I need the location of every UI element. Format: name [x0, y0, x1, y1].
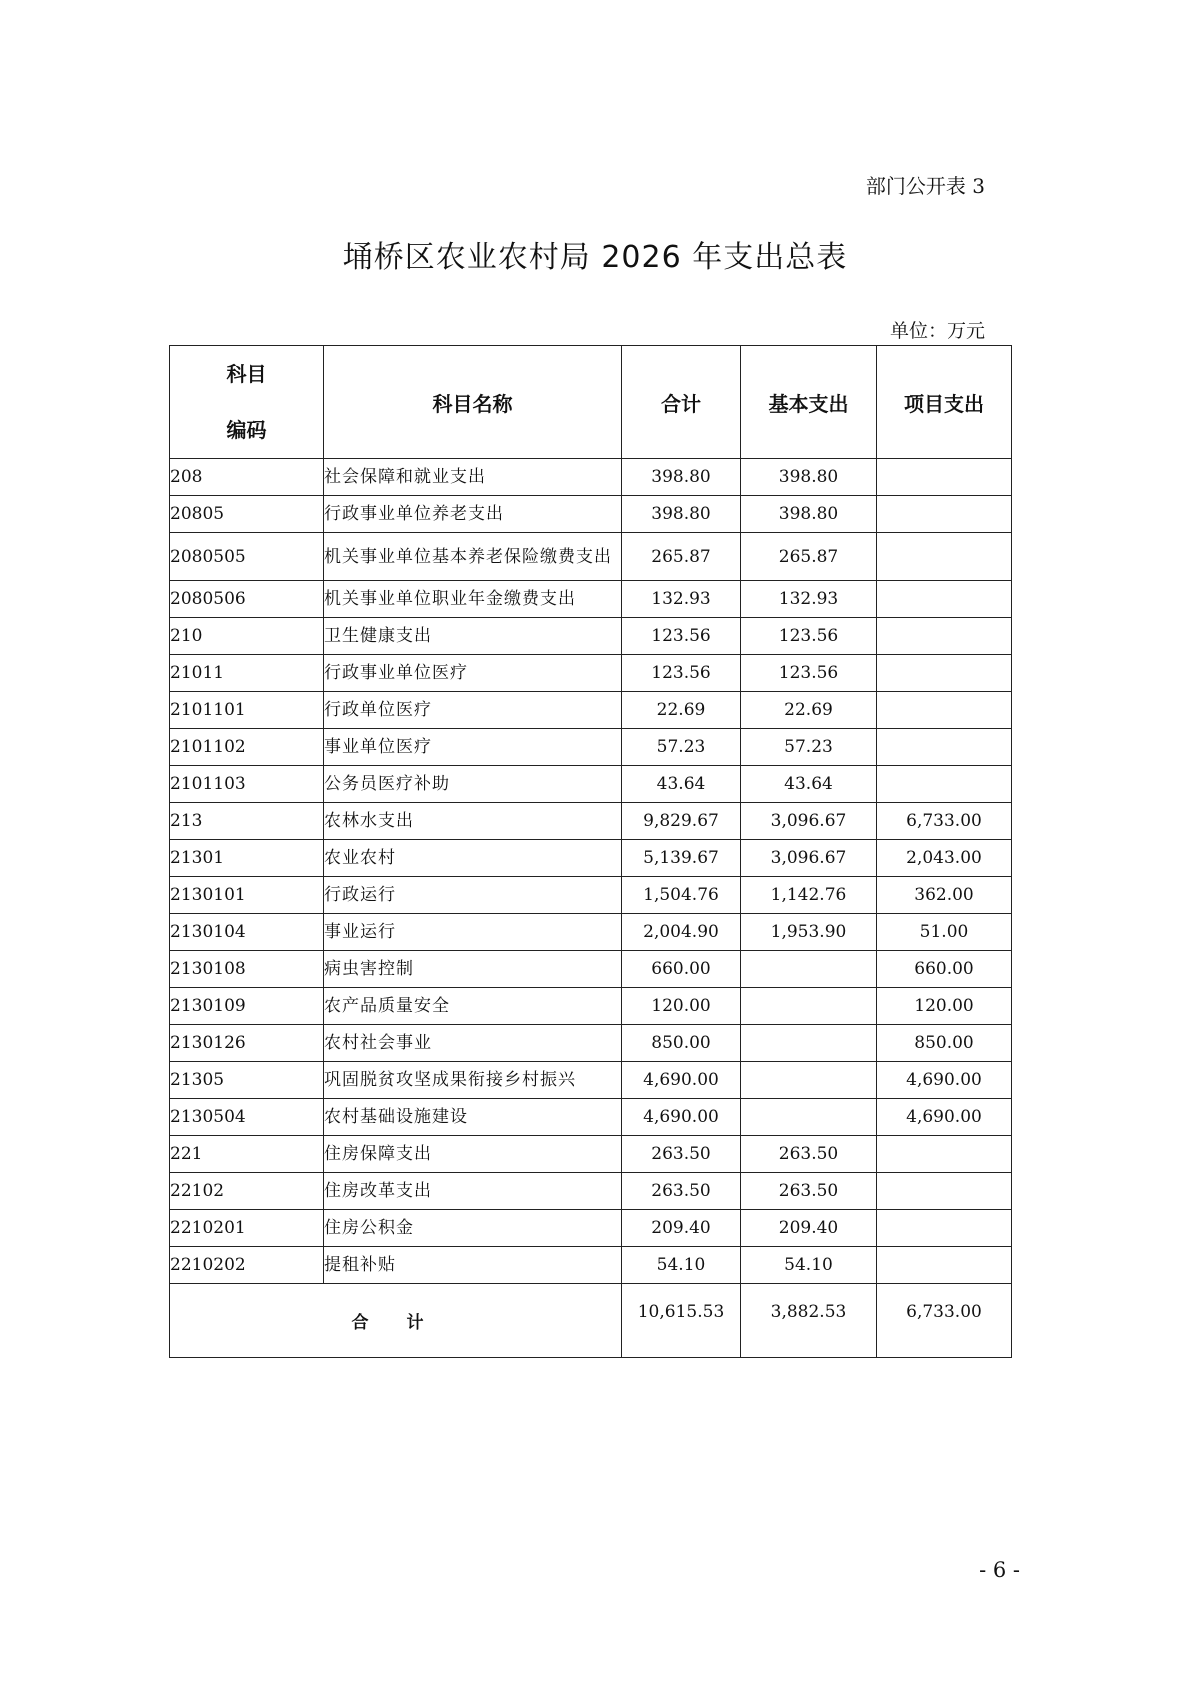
total-basic: 3,882.53	[741, 1284, 877, 1358]
name-cell: 农村社会事业	[324, 1025, 622, 1062]
code-cell: 221	[170, 1136, 324, 1173]
project-cell: 4,690.00	[877, 1099, 1012, 1136]
name-cell: 农业农村	[324, 840, 622, 877]
total-sum: 10,615.53	[622, 1284, 741, 1358]
header-total: 合计	[622, 346, 741, 459]
project-cell	[877, 1136, 1012, 1173]
total-cell: 22.69	[622, 692, 741, 729]
name-cell: 住房保障支出	[324, 1136, 622, 1173]
total-cell: 4,690.00	[622, 1099, 741, 1136]
table-body	[170, 459, 1012, 1284]
total-cell: 5,139.67	[622, 840, 741, 877]
total-cell: 265.87	[622, 533, 741, 581]
code-cell: 2130104	[170, 914, 324, 951]
basic-cell: 263.50	[741, 1173, 877, 1210]
table-row	[170, 1099, 1012, 1136]
basic-cell: 22.69	[741, 692, 877, 729]
total-cell: 9,829.67	[622, 803, 741, 840]
code-cell: 2130126	[170, 1025, 324, 1062]
code-cell: 20805	[170, 496, 324, 533]
project-cell	[877, 1173, 1012, 1210]
page-number: - 6 -	[979, 1558, 1020, 1582]
table-row	[170, 729, 1012, 766]
table-row	[170, 1247, 1012, 1284]
total-cell: 398.80	[622, 459, 741, 496]
project-cell: 120.00	[877, 988, 1012, 1025]
name-cell: 机关事业单位职业年金缴费支出	[324, 581, 622, 618]
code-cell: 2101101	[170, 692, 324, 729]
header-name: 科目名称	[324, 346, 622, 459]
name-cell: 行政单位医疗	[324, 692, 622, 729]
basic-cell: 209.40	[741, 1210, 877, 1247]
total-cell: 123.56	[622, 618, 741, 655]
project-cell	[877, 692, 1012, 729]
name-cell: 农林水支出	[324, 803, 622, 840]
basic-cell: 57.23	[741, 729, 877, 766]
total-cell: 43.64	[622, 766, 741, 803]
total-cell: 660.00	[622, 951, 741, 988]
basic-cell: 1,142.76	[741, 877, 877, 914]
project-cell	[877, 533, 1012, 581]
table-row	[170, 951, 1012, 988]
total-cell: 1,504.76	[622, 877, 741, 914]
name-cell: 农产品质量安全	[324, 988, 622, 1025]
code-cell: 2101103	[170, 766, 324, 803]
total-cell: 123.56	[622, 655, 741, 692]
total-cell: 54.10	[622, 1247, 741, 1284]
header-basic: 基本支出	[741, 346, 877, 459]
table-row	[170, 840, 1012, 877]
header-code-line2: 编码	[226, 418, 267, 442]
code-cell: 213	[170, 803, 324, 840]
code-cell: 2130504	[170, 1099, 324, 1136]
basic-cell: 398.80	[741, 459, 877, 496]
project-cell: 4,690.00	[877, 1062, 1012, 1099]
table-row	[170, 877, 1012, 914]
basic-cell: 3,096.67	[741, 840, 877, 877]
name-cell: 行政事业单位医疗	[324, 655, 622, 692]
project-cell	[877, 729, 1012, 766]
code-cell: 2210201	[170, 1210, 324, 1247]
total-cell: 57.23	[622, 729, 741, 766]
name-cell: 公务员医疗补助	[324, 766, 622, 803]
project-cell: 51.00	[877, 914, 1012, 951]
code-cell: 21011	[170, 655, 324, 692]
code-cell: 21305	[170, 1062, 324, 1099]
table-row	[170, 1136, 1012, 1173]
project-cell	[877, 1247, 1012, 1284]
table-row	[170, 459, 1012, 496]
table-row	[170, 655, 1012, 692]
name-cell: 农村基础设施建设	[324, 1099, 622, 1136]
project-cell: 660.00	[877, 951, 1012, 988]
basic-cell: 43.64	[741, 766, 877, 803]
total-cell: 850.00	[622, 1025, 741, 1062]
basic-cell	[741, 1062, 877, 1099]
page-title: 埇桥区农业农村局 2026 年支出总表	[342, 240, 848, 275]
name-cell: 病虫害控制	[324, 951, 622, 988]
project-cell	[877, 766, 1012, 803]
name-cell: 社会保障和就业支出	[324, 459, 622, 496]
total-cell: 209.40	[622, 1210, 741, 1247]
basic-cell: 263.50	[741, 1136, 877, 1173]
basic-cell	[741, 988, 877, 1025]
project-cell	[877, 1210, 1012, 1247]
total-cell: 263.50	[622, 1173, 741, 1210]
code-cell: 2130108	[170, 951, 324, 988]
code-cell: 210	[170, 618, 324, 655]
table-row	[170, 1210, 1012, 1247]
basic-cell: 3,096.67	[741, 803, 877, 840]
table-row	[170, 1062, 1012, 1099]
total-cell: 4,690.00	[622, 1062, 741, 1099]
total-project: 6,733.00	[877, 1284, 1012, 1358]
table-row	[170, 803, 1012, 840]
project-cell: 362.00	[877, 877, 1012, 914]
project-cell	[877, 496, 1012, 533]
total-cell: 398.80	[622, 496, 741, 533]
name-cell: 行政运行	[324, 877, 622, 914]
total-cell: 263.50	[622, 1136, 741, 1173]
code-cell: 22102	[170, 1173, 324, 1210]
total-cell: 120.00	[622, 988, 741, 1025]
table-row	[170, 618, 1012, 655]
project-cell	[877, 655, 1012, 692]
name-cell: 提租补贴	[324, 1247, 622, 1284]
code-cell: 2080506	[170, 581, 324, 618]
basic-cell: 123.56	[741, 655, 877, 692]
basic-cell: 132.93	[741, 581, 877, 618]
basic-cell: 123.56	[741, 618, 877, 655]
code-cell: 21301	[170, 840, 324, 877]
table-row	[170, 1173, 1012, 1210]
code-cell: 2130109	[170, 988, 324, 1025]
header-project: 项目支出	[877, 346, 1012, 459]
project-cell	[877, 459, 1012, 496]
table-row	[170, 581, 1012, 618]
header-code	[170, 346, 324, 459]
table-row	[170, 496, 1012, 533]
basic-cell: 398.80	[741, 496, 877, 533]
project-cell: 850.00	[877, 1025, 1012, 1062]
code-cell: 2130101	[170, 877, 324, 914]
basic-cell: 265.87	[741, 533, 877, 581]
total-cell: 132.93	[622, 581, 741, 618]
code-cell: 2210202	[170, 1247, 324, 1284]
total-row	[170, 1284, 1012, 1358]
name-cell: 巩固脱贫攻坚成果衔接乡村振兴	[324, 1062, 622, 1099]
basic-cell	[741, 1025, 877, 1062]
code-cell: 2080505	[170, 533, 324, 581]
table-row	[170, 1025, 1012, 1062]
total-label: 合 计	[170, 1284, 622, 1358]
header-code-line1: 科目	[226, 362, 267, 386]
code-cell: 2101102	[170, 729, 324, 766]
table-row	[170, 692, 1012, 729]
code-cell: 208	[170, 459, 324, 496]
basic-cell	[741, 951, 877, 988]
name-cell: 卫生健康支出	[324, 618, 622, 655]
table-header-row	[170, 346, 1012, 459]
name-cell: 住房公积金	[324, 1210, 622, 1247]
project-cell	[877, 618, 1012, 655]
table-row	[170, 988, 1012, 1025]
name-cell: 事业运行	[324, 914, 622, 951]
name-cell: 机关事业单位基本养老保险缴费支出	[324, 533, 622, 581]
table-row	[170, 533, 1012, 581]
project-cell: 6,733.00	[877, 803, 1012, 840]
name-cell: 行政事业单位养老支出	[324, 496, 622, 533]
basic-cell: 54.10	[741, 1247, 877, 1284]
name-cell: 事业单位医疗	[324, 729, 622, 766]
name-cell: 住房改革支出	[324, 1173, 622, 1210]
project-cell: 2,043.00	[877, 840, 1012, 877]
document-label: 部门公开表 3	[865, 174, 985, 198]
basic-cell: 1,953.90	[741, 914, 877, 951]
unit-label: 单位：万元	[889, 320, 985, 342]
project-cell	[877, 581, 1012, 618]
table-row	[170, 914, 1012, 951]
expenditure-table	[169, 345, 1012, 1358]
table-row	[170, 766, 1012, 803]
basic-cell	[741, 1099, 877, 1136]
total-cell: 2,004.90	[622, 914, 741, 951]
